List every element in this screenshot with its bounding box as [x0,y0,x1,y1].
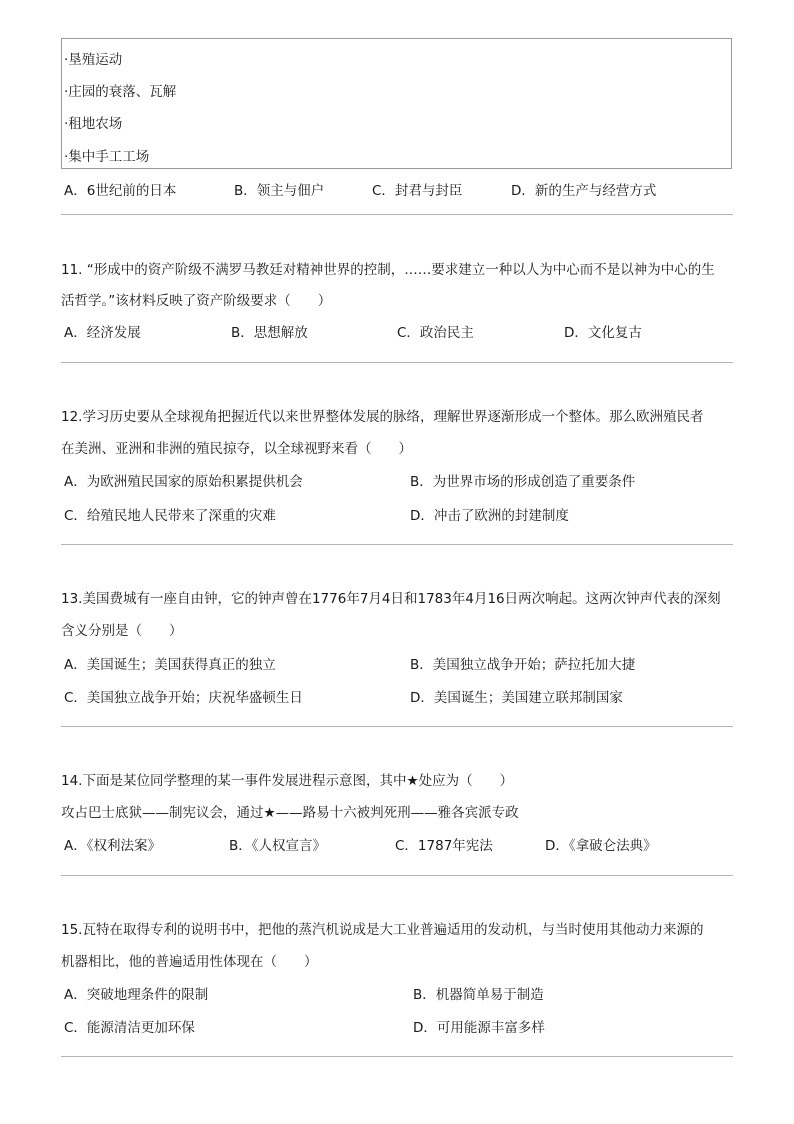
question-divider [61,544,733,545]
q11-option-b[interactable]: B．思想解放 [231,325,308,341]
q10-option-b[interactable]: B．领主与佃户 [234,183,325,199]
question-divider [61,362,733,363]
q12-option-a[interactable]: A．为欧洲殖民国家的原始积累提供机会 [64,474,303,490]
q13-option-c[interactable]: C．美国独立战争开始；庆祝华盛顿生日 [64,690,303,706]
q14-stem: 14.下面是某位同学整理的某一事件发展进程示意图，其中★处应为（ ） [61,773,514,789]
box-item: ·庄园的衰落、瓦解 [64,84,177,100]
q15-option-d[interactable]: D．可用能源丰富多样 [413,1020,545,1036]
question-divider [61,1056,733,1057]
q10-option-a[interactable]: A．6世纪前的日本 [64,183,177,199]
q15-option-a[interactable]: A．突破地理条件的限制 [64,987,209,1003]
q12-stem: 12.学习历史要从全球视角把握近代以来世界整体发展的脉络，理解世界逐渐形成一个整体。那么欧洲殖民者 [61,409,704,425]
box-item: ·垦殖运动 [64,52,123,68]
q13-stem-cont: 含义分别是（ ） [61,623,183,639]
question-divider [61,214,733,215]
q14-option-b[interactable]: B．《人权宣言》 [229,838,327,854]
box-item: ·集中手工工场 [64,149,150,165]
q14-option-a[interactable]: A．《权利法案》 [64,838,161,854]
q14-option-d[interactable]: D．《拿破仑法典》 [545,838,657,854]
q14-process-chain: 攻占巴士底狱——制宪议会，通过★——路易十六被判死刑——雅各宾派专政 [61,805,519,821]
q11-option-d[interactable]: D．文化复古 [564,325,642,341]
q15-option-b[interactable]: B．机器简单易于制造 [413,987,544,1003]
q13-option-b[interactable]: B．美国独立战争开始；萨拉托加大捷 [410,657,636,673]
q11-stem: 11. “形成中的资产阶级不满罗马教廷对精神世界的控制，……要求建立一种以人为中心而不是以神为中心的生 [61,262,715,278]
q12-option-c[interactable]: C．给殖民地人民带来了深重的灾难 [64,508,276,524]
q11-stem-cont: 活哲学。”该材料反映了资产阶级要求（ ） [61,293,332,309]
q12-option-d[interactable]: D．冲击了欧洲的封建制度 [410,508,569,524]
q12-stem-cont: 在美洲、亚洲和非洲的殖民掠夺，以全球视野来看（ ） [61,441,412,457]
q12-option-b[interactable]: B．为世界市场的形成创造了重要条件 [410,474,636,490]
q13-stem: 13.美国费城有一座自由钟，它的钟声曾在1776年7月4日和1783年4月16日两次响起。这两次钟声代表的深刻 [61,591,721,607]
box-item: ·租地农场 [64,116,123,132]
question-divider [61,726,733,727]
q10-option-d[interactable]: D．新的生产与经营方式 [511,183,657,199]
q11-option-c[interactable]: C．政治民主 [397,325,474,341]
q10-option-c[interactable]: C．封君与封臣 [372,183,463,199]
q11-option-a[interactable]: A．经济发展 [64,325,141,341]
q15-stem-cont: 机器相比，他的普遍适用性体现在（ ） [61,954,318,970]
q13-option-d[interactable]: D．美国诞生；美国建立联邦制国家 [410,690,623,706]
question-divider [61,875,733,876]
q15-option-c[interactable]: C．能源清洁更加环保 [64,1020,195,1036]
material-box [61,38,732,169]
q15-stem: 15.瓦特在取得专利的说明书中，把他的蒸汽机说成是大工业普遍适用的发动机，与当时使用其他动力来源的 [61,922,704,938]
q13-option-a[interactable]: A．美国诞生；美国获得真正的独立 [64,657,276,673]
q14-option-c[interactable]: C．1787年宪法 [395,838,493,854]
